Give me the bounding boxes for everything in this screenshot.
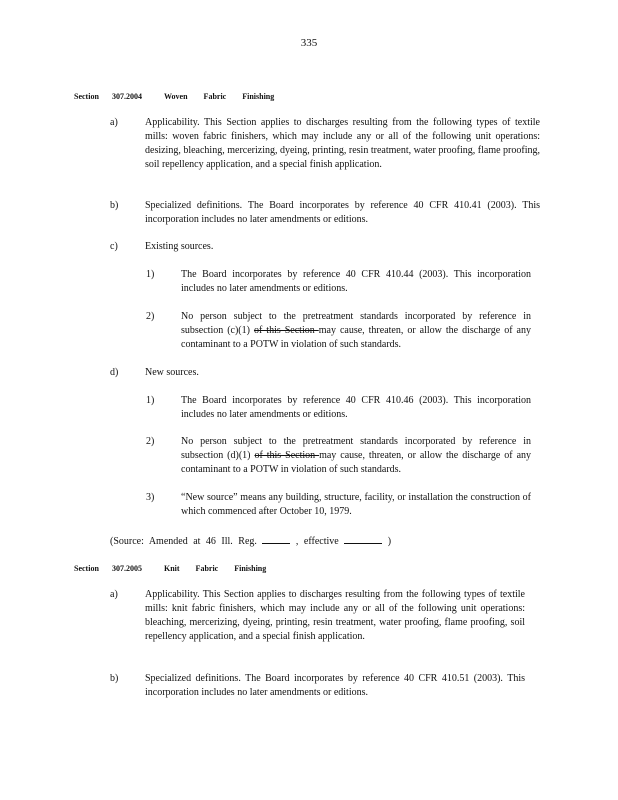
subsection-marker: c)	[110, 241, 118, 252]
item-text: The Board incorporates by reference 40 CFR 410.46 (2003). This incorporation includes no later amendments or editions.	[181, 395, 531, 420]
item-marker: 1)	[146, 269, 155, 280]
item-text: “New source” means any building, structure, facility, or installation the construction of which commenced after October 10, 1979.	[181, 492, 531, 517]
item-marker: 2)	[146, 311, 155, 322]
section-title: Woven Fabric Finishing	[164, 92, 275, 101]
register-blank	[262, 533, 290, 544]
subsection-marker: b)	[110, 673, 119, 684]
item-text	[181, 310, 531, 352]
text-before: No person subject to the pretreatment standards incorporated by reference in subsection (d)(1)	[181, 436, 531, 461]
subsection-marker: d)	[110, 367, 119, 378]
subsection-text: Specialized definitions. The Board incorporates by reference 40 CFR 410.41 (2003). This incorporation includes no later amendments or editions.	[145, 200, 540, 225]
section-number: 307.2005	[112, 564, 142, 573]
item-text	[181, 435, 531, 477]
text-before: No person subject to the pretreatment standards incorporated by reference in subsection (c)(1)	[181, 311, 531, 336]
source-note-middle: , effective	[295, 536, 339, 547]
section-title: Knit Fabric Finishing	[164, 564, 267, 573]
subsection-marker: b)	[110, 200, 119, 211]
effective-date-blank	[344, 533, 382, 544]
struck-text: of this Section	[253, 325, 319, 336]
text-after: may cause, threaten, or allow the discharge of any contaminant to a POTW in violation of such standards.	[181, 325, 531, 350]
subsection-marker: a)	[110, 117, 118, 128]
subsection-text: Existing sources.	[145, 241, 214, 252]
subsection-text: Specialized definitions. The Board incorporates by reference 40 CFR 410.51 (2003). This incorporation includes no later amendments or editions.	[145, 673, 525, 698]
section-label: Section	[74, 564, 99, 573]
source-note	[110, 533, 391, 549]
subsection-text: New sources.	[145, 367, 199, 378]
section-label: Section	[74, 92, 99, 101]
section-heading-2005	[74, 562, 267, 576]
item-marker: 3)	[146, 492, 155, 503]
source-note-suffix: )	[387, 536, 392, 547]
page-number: 335	[300, 37, 318, 49]
source-note-prefix: (Source: Amended at 46 Ill. Reg.	[110, 536, 257, 547]
text-after: may cause, threaten, or allow the discharge of any contaminant to a POTW in violation of such standards.	[181, 450, 532, 475]
item-marker: 2)	[146, 436, 155, 447]
subsection-text: Applicability. This Section applies to discharges resulting from the following types of textile mills: woven fabric finishers, which may include any or all of the following unit operations: desizing, bleaching, mercerizing, dyeing, printing, resin treatment, water proofing, flame proofing, soil repellency application, and a special finish application.	[145, 117, 540, 170]
item-marker: 1)	[146, 395, 155, 406]
section-number: 307.2004	[112, 92, 142, 101]
struck-text: of this Section	[254, 450, 320, 461]
subsection-marker: a)	[110, 589, 118, 600]
item-text: The Board incorporates by reference 40 CFR 410.44 (2003). This incorporation includes no later amendments or editions.	[181, 269, 531, 294]
subsection-text: Applicability. This Section applies to discharges resulting from the following types of textile mills: knit fabric finishers, which may include any or all of the following unit operations: bleaching, mercerizing, dyeing, printing, resin treatment, water proofing, flame proofing, soil repellency application, and a special finish application.	[145, 589, 525, 642]
section-heading-2004	[74, 90, 275, 104]
